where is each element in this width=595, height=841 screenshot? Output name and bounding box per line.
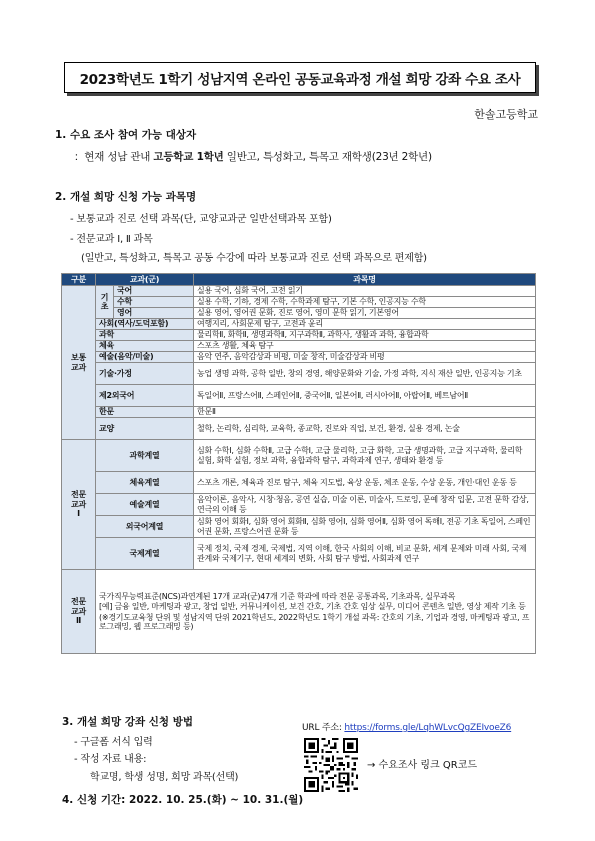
course-cell: 국제 정치, 국제 경제, 국제법, 지역 이해, 한국 사회의 이해, 비교 문화, 세계 문제와 미래 사회, 국제 관계와 국제기구, 현대 세계의 변화, 사회 탐구 방법, 사회과제 연구 [194, 538, 536, 570]
course-cell: 실용 영어, 영어권 문화, 진로 영어, 영미 문학 읽기, 기본영어 [194, 308, 536, 319]
table-row [62, 341, 536, 352]
table-row [62, 538, 536, 570]
table-row [62, 363, 536, 385]
section2-line1: - 보통교과 진로 선택 과목(단, 교양교과군 일반선택과목 포함) [70, 214, 332, 225]
course-cell: 독일어Ⅱ, 프랑스어Ⅱ, 스페인어Ⅱ, 중국어Ⅱ, 일본어Ⅱ, 러시아어Ⅱ, 아랍어Ⅱ, 베트남어Ⅱ [194, 385, 536, 407]
group-general: 보통 교과 [62, 286, 96, 440]
url-label: URL 주소: [302, 723, 345, 733]
section1-heading: 1. 수요 조사 참여 가능 대상자 [55, 129, 197, 141]
group-vocational-1: 전문 교과 Ⅰ [62, 440, 96, 570]
table-row [62, 407, 536, 418]
table-row [62, 570, 536, 654]
section4-heading: 4. 신청 기간: 2022. 10. 25.(화) ~ 10. 31.(월) [62, 794, 304, 806]
form-url-link[interactable]: https://forms.gle/LqhWLvcQgZEIvoeZ6 [344, 723, 512, 733]
section3-line2: - 작성 자료 내용: [74, 754, 147, 765]
group-basic: 기 초 [96, 286, 114, 319]
url-line [302, 720, 511, 733]
section1-text: ：현재 성남 관내 고등학교 1학년 일반고, 특성화고, 특목고 재학생(23년 2학년) [74, 151, 432, 163]
vocational2-cell [96, 570, 536, 654]
course-cell: 심화 영어 회화Ⅰ, 심화 영어 회화Ⅱ, 심화 영어Ⅰ, 심화 영어Ⅱ, 심화 영어 독해Ⅰ, 전공 기초 독일어, 스페인어권 문화, 프랑스어권 문화 등 [194, 516, 536, 538]
category-cell: 영어 [114, 308, 194, 319]
course-cell: 음악 연주, 음악감상과 비평, 미술 창작, 미술감상과 비평 [194, 352, 536, 363]
section3-heading: 3. 개설 희망 강좌 신청 방법 [62, 716, 194, 728]
category-cell: 외국어계열 [96, 516, 194, 538]
course-cell: 실용 수학, 기하, 경제 수학, 수학과제 탐구, 기본 수학, 인공지능 수학 [194, 297, 536, 308]
course-cell: 철학, 논리학, 심리학, 교육학, 종교학, 진로와 직업, 보건, 환경, 실용 경제, 논술 [194, 418, 536, 440]
section2-line3: (일반고, 특성화고, 특목고 공동 수강에 따라 보통교과 진로 선택 과목으로 편제함) [81, 253, 427, 264]
section3-line1: - 구글폼 서식 입력 [74, 737, 153, 748]
course-cell: 스포츠 개론, 체육과 진로 탐구, 체육 지도법, 육상 운동, 체조 운동, 수상 운동, 개인·대인 운동 등 [194, 472, 536, 494]
table-row [62, 440, 536, 472]
category-cell: 과학계열 [96, 440, 194, 472]
table-row [62, 418, 536, 440]
table-row [62, 286, 536, 297]
category-cell: 체육계열 [96, 472, 194, 494]
course-cell: 농업 생명 과학, 공학 일반, 창의 경영, 해양문화와 기술, 가정 과학, 지식 재산 일반, 인공지능 기초 [194, 363, 536, 385]
course-cell: 한문Ⅱ [194, 407, 536, 418]
table-row [62, 352, 536, 363]
vocational2-line2: [예] 금융 일반, 마케팅과 광고, 창업 일반, 커뮤니케이션, 보건 간호, 기초 간호 임상 실무, 미디어 콘텐츠 일반, 영상 제작 기초 등 [99, 602, 526, 612]
course-cell: 음악이론, 음악사, 시창·청음, 공연 실습, 미술 이론, 미술사, 드로잉, 문예 창작 입문, 고전 문학 감상, 연극의 이해 등 [194, 494, 536, 516]
category-cell: 체육 [96, 341, 194, 352]
category-cell: 기술·가정 [96, 363, 194, 385]
vocational2-line1: 국가직무능력표준(NCS)과연계된 17개 교과(군)47개 기준 학과에 따라 전문 공통과목, 기초과목, 실무과목 [99, 591, 456, 601]
category-cell: 제2외국어 [96, 385, 194, 407]
category-cell: 국어 [114, 286, 194, 297]
course-cell: 심화 수학Ⅰ, 심화 수학Ⅱ, 고급 수학Ⅰ, 고급 물리학, 고급 화학, 고급 생명과학, 고급 지구과학, 물리학 실험, 화학 실험, 정보 과학, 융합과학 탐구, 과학과제 연구, 생태와 환경 등 [194, 440, 536, 472]
group-vocational-2: 전문 교과 Ⅱ [62, 570, 96, 654]
course-table [61, 273, 536, 654]
table-row [62, 472, 536, 494]
category-cell: 예술계열 [96, 494, 194, 516]
document-title: 2023학년도 1학기 성남지역 온라인 공동교육과정 개설 희망 강좌 수요 조사 [64, 62, 536, 93]
header-division: 구분 [62, 274, 96, 286]
qr-caption: → 수요조사 링크 QR코드 [367, 760, 478, 771]
vocational2-line3: (※경기도교육청 단위 및 성남지역 단위 2021학년도, 2022학년도 1학기 개설 과목: 간호의 기초, 기업과 경영, 마케팅과 광고, 프로그래밍, 웹 프로그래밍 등) [99, 612, 530, 631]
section3-line3: 학교명, 학생 성명, 희망 과목(선택) [90, 772, 239, 783]
table-row [62, 319, 536, 330]
table-row [62, 494, 536, 516]
section2-heading: 2. 개설 희망 신청 가능 과목명 [55, 191, 197, 203]
course-cell: 실용 국어, 심화 국어, 고전 읽기 [194, 286, 536, 297]
course-cell: 스포츠 생활, 체육 탐구 [194, 341, 536, 352]
table-row [62, 330, 536, 341]
school-name: 한솔고등학교 [474, 108, 538, 121]
course-cell: 여행지리, 사회문제 탐구, 고전과 윤리 [194, 319, 536, 330]
category-cell: 국제계열 [96, 538, 194, 570]
table-row [62, 297, 536, 308]
application-period: 2022. 10. 25.(화) ~ 10. 31.(월) [129, 794, 304, 806]
course-cell: 물리학Ⅱ, 화학Ⅱ, 생명과학Ⅱ, 지구과학Ⅱ, 과학사, 생활과 과학, 융합과학 [194, 330, 536, 341]
table-row [62, 516, 536, 538]
table-row [62, 308, 536, 319]
header-course-name: 과목명 [194, 274, 536, 286]
category-cell: 수학 [114, 297, 194, 308]
category-cell: 사회(역사/도덕포함) [96, 319, 194, 330]
table-row [62, 385, 536, 407]
category-cell: 과학 [96, 330, 194, 341]
category-cell: 예술(음악/미술) [96, 352, 194, 363]
section2-line2: - 전문교과 Ⅰ, Ⅱ 과목 [70, 234, 153, 245]
category-cell: 교양 [96, 418, 194, 440]
header-subject-group: 교과(군) [96, 274, 194, 286]
table-header-row [62, 274, 536, 286]
qr-code[interactable] [304, 738, 358, 792]
category-cell: 한문 [96, 407, 194, 418]
